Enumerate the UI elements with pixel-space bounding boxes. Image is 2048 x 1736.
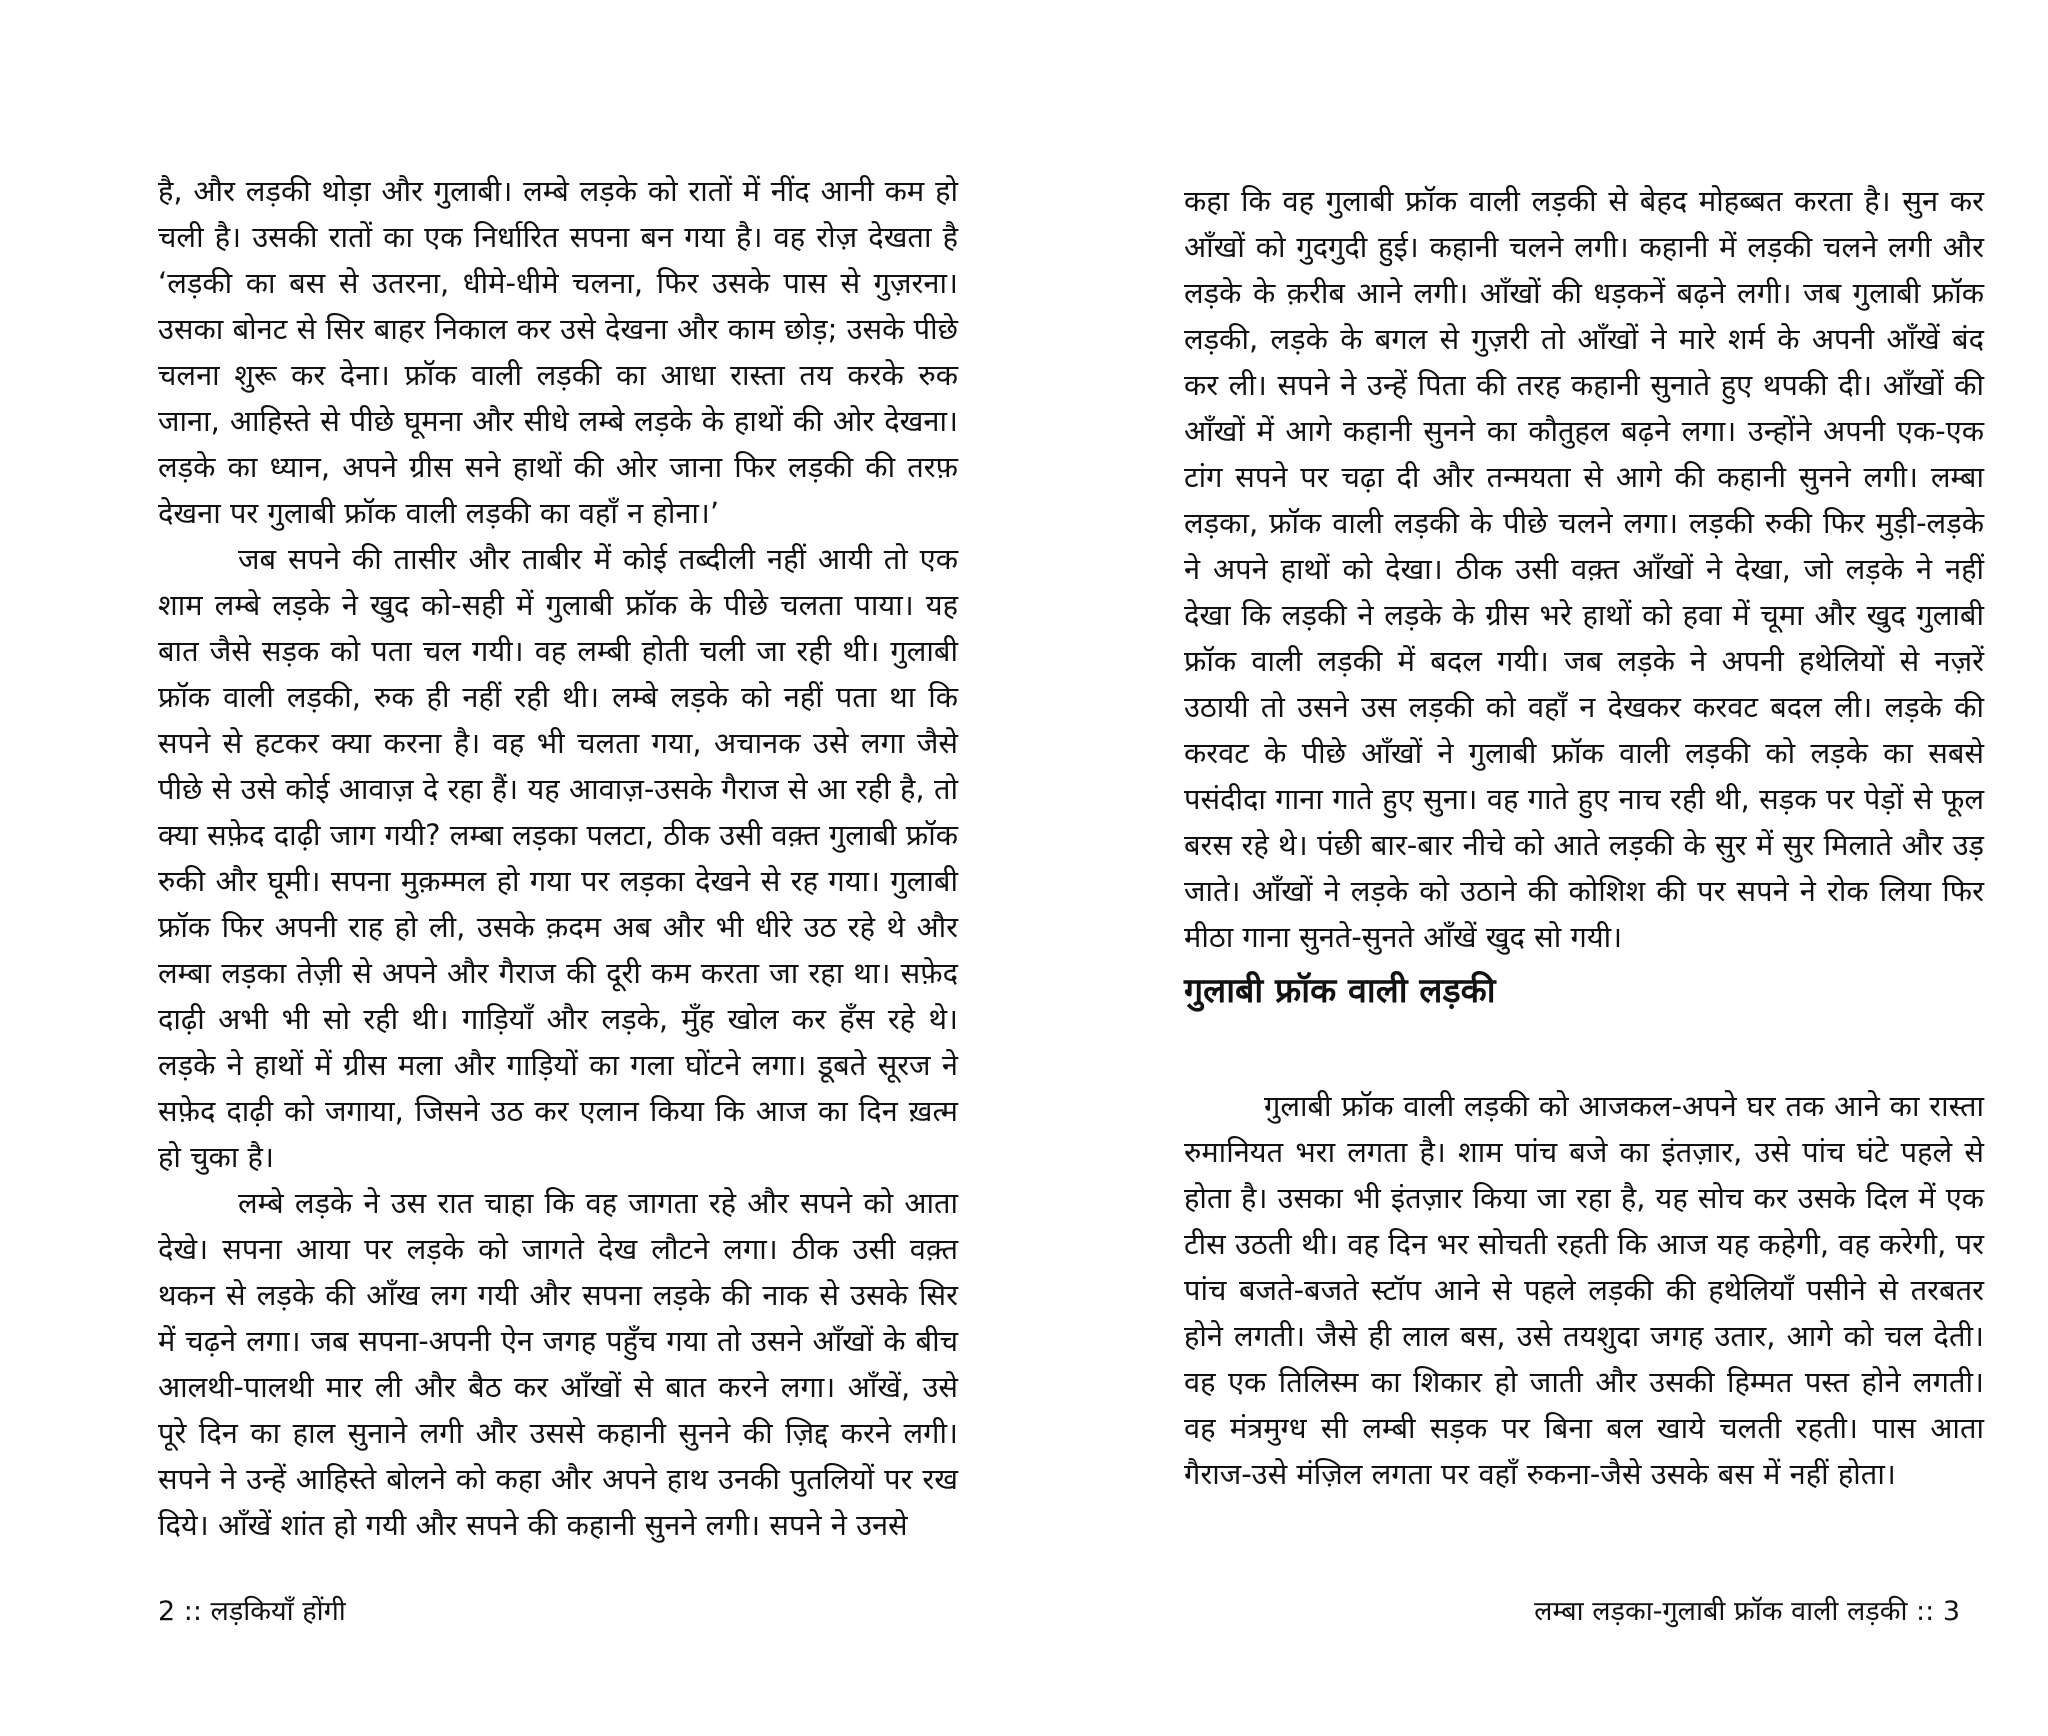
right-paragraph-1: कहा कि वह गुलाबी फ्रॉक वाली लड़की से बेहद मोहब्बत करता है। सुन कर आँखों को गुदगुदी हुई। कहानी चलने लगी। कहानी में लड़की चलने लगी और लड़के के क़रीब आने लगी। आँखों की धड़कनें बढ़ने लगी। जब गुलाबी फ्रॉक लड़की, लड़के के बगल से गुज़री तो आँखों ने मारे शर्म के अपनी आँखें बंद कर ली। सपने ने उन्हें पिता की तरह कहानी सुनाते हुए थपकी दी। आँखों की आँखों में आगे कहानी सुनने का कौतुहल बढ़ने लगा। उन्होंने अपनी एक-एक टांग सपने पर चढ़ा दी और तन्मयता से आगे की कहानी सुनने लगी। लम्बा लड़का, फ्रॉक वाली लड़की के पीछे चलने लगा। लड़की रुकी फिर मुड़ी-लड़के ने अपने हाथों को देखा। ठीक उसी वक़्त आँखों ने देखा, जो लड़के ने नहीं देखा कि लड़की ने लड़के के ग्रीस भरे हाथों को हवा में चूमा और खुद गुलाबी फ्रॉक वाली लड़की में बदल गयी। जब लड़के ने अपनी हथेलियों से नज़रें उठायी तो उसने उस लड़की को वहाँ न देखकर करवट बदल ली। लड़के की करवट के पीछे आँखों ने गुलाबी फ्रॉक वाली लड़की को लड़के का सबसे पसंदीदा गाना गाते हुए सुना। वह गाते हुए नाच रही थी, सड़क पर पेड़ों से फूल बरस रहे थे। पंछी बार-बार नीचे को आते लड़की के सुर में सुर मिलाते और उड़ जाते। आँखों ने लड़के को उठाने की कोशिश की पर सपने ने रोक लिया फिर मीठा गाना सुनते-सुनते आँखें खुद सो गयी। [1184, 184, 1984, 954]
left-paragraph-1: है, और लड़की थोड़ा और गुलाबी। लम्बे लड़के को रातों में नींद आनी कम हो चली है। उसकी रातों का एक निर्धारित सपना बन गया है। वह रोज़ देखता है ‘लड़की का बस से उतरना, धीमे-धीमे चलना, फिर उसके पास से गुज़रना। उसका बोनट से सिर बाहर निकाल कर उसे देखना और काम छोड़; उसके पीछे चलना शुरू कर देना। फ्रॉक वाली लड़की का आधा रास्ता तय करके रुक जाना, आहिस्ते से पीछे घूमना और सीधे लम्बे लड़के के हाथों की ओर देखना। लड़के का ध्यान, अपने ग्रीस सने हाथों की ओर जाना फिर लड़की की तरफ़ देखना पर गुलाबी फ्रॉक वाली लड़की का वहाँ न होना।’ [158, 174, 958, 530]
right-paragraph-2: गुलाबी फ्रॉक वाली लड़की को आजकल-अपने घर तक आने का रास्ता रुमानियत भरा लगता है। शाम पांच बजे का इंतज़ार, उसे पांच घंटे पहले से होता है। उसका भी इंतज़ार किया जा रहा है, यह सोच कर उसके दिल में एक टीस उठती थी। वह दिन भर सोचती रहती कि आज यह कहेगी, वह करेगी, पर पांच बजते-बजते स्टॉप आने से पहले लड़की की हथेलियाँ पसीने से तरबतर होने लगती। जैसे ही लाल बस, उसे तयशुदा जगह उतार, आगे को चल देती। वह एक तिलिस्म का शिकार हो जाती और उसकी हिम्मत पस्त होने लगती। वह मंत्रमुग्ध सी लम्बी सड़क पर बिना बल खाये चलती रहती। पास आता गैराज-उसे मंज़िल लगता पर वहाँ रुकना-जैसे उसके बस में नहीं होता। [1184, 1089, 1984, 1491]
right-page [1024, 0, 2048, 1736]
left-paragraph-3: लम्बे लड़के ने उस रात चाहा कि वह जागता रहे और सपने को आता देखे। सपना आया पर लड़के को जागते देख लौटने लगा। ठीक उसी वक़्त थकन से लड़के की आँख लग गयी और सपना लड़के की नाक से उसके सिर में चढ़ने लगा। जब सपना-अपनी ऐन जगह पहुँच गया तो उसने आँखों के बीच आलथी-पालथी मार ली और बैठ कर आँखों से बात करने लगा। आँखें, उसे पूरे दिन का हाल सुनाने लगी और उससे कहानी सुनने की ज़िद्द करने लगी। सपने ने उन्हें आहिस्ते बोलने को कहा और अपने हाथ उनकी पुतलियों पर रख दिये। आँखें शांत हो गयी और सपने की कहानी सुनने लगी। सपने ने उनसे [158, 1186, 958, 1542]
left-page-footer: 2 :: लड़कियाँ होंगी [158, 1596, 346, 1627]
section-heading: गुलाबी फ्रॉक वाली लड़की [1184, 971, 1496, 1011]
right-page-text [1184, 178, 1984, 960]
left-page-text [158, 168, 958, 1548]
right-page-text-after-heading [1184, 1083, 1984, 1497]
right-page-footer: लम्बा लड़का-गुलाबी फ्रॉक वाली लड़की :: 3 [1534, 1596, 1960, 1627]
left-paragraph-2: जब सपने की तासीर और ताबीर में कोई तब्दीली नहीं आयी तो एक शाम लम्बे लड़के ने खुद को-सही में गुलाबी फ्रॉक के पीछे चलता पाया। यह बात जैसे सड़क को पता चल गयी। वह लम्बी होती चली जा रही थी। गुलाबी फ्रॉक वाली लड़की, रुक ही नहीं रही थी। लम्बे लड़के को नहीं पता था कि सपने से हटकर क्या करना है। वह भी चलता गया, अचानक उसे लगा जैसे पीछे से उसे कोई आवाज़ दे रहा हैं। यह आवाज़-उसके गैराज से आ रही है, तो क्या सफ़ेद दाढ़ी जाग गयी? लम्बा लड़का पलटा, ठीक उसी वक़्त गुलाबी फ्रॉक रुकी और घूमी। सपना मुक़म्मल हो गया पर लड़का देखने से रह गया। गुलाबी फ्रॉक फिर अपनी राह हो ली, उसके क़दम अब और भी धीरे उठ रहे थे और लम्बा लड़का तेज़ी से अपने और गैराज की दूरी कम करता जा रहा था। सफ़ेद दाढ़ी अभी भी सो रही थी। गाड़ियाँ और लड़के, मुँह खोल कर हँस रहे थे। लड़के ने हाथों में ग्रीस मला और गाड़ियों का गला घोंटने लगा। डूबते सूरज ने सफ़ेद दाढ़ी को जगाया, जिसने उठ कर एलान किया कि आज का दिन ख़त्म हो चुका है। [158, 542, 958, 1174]
